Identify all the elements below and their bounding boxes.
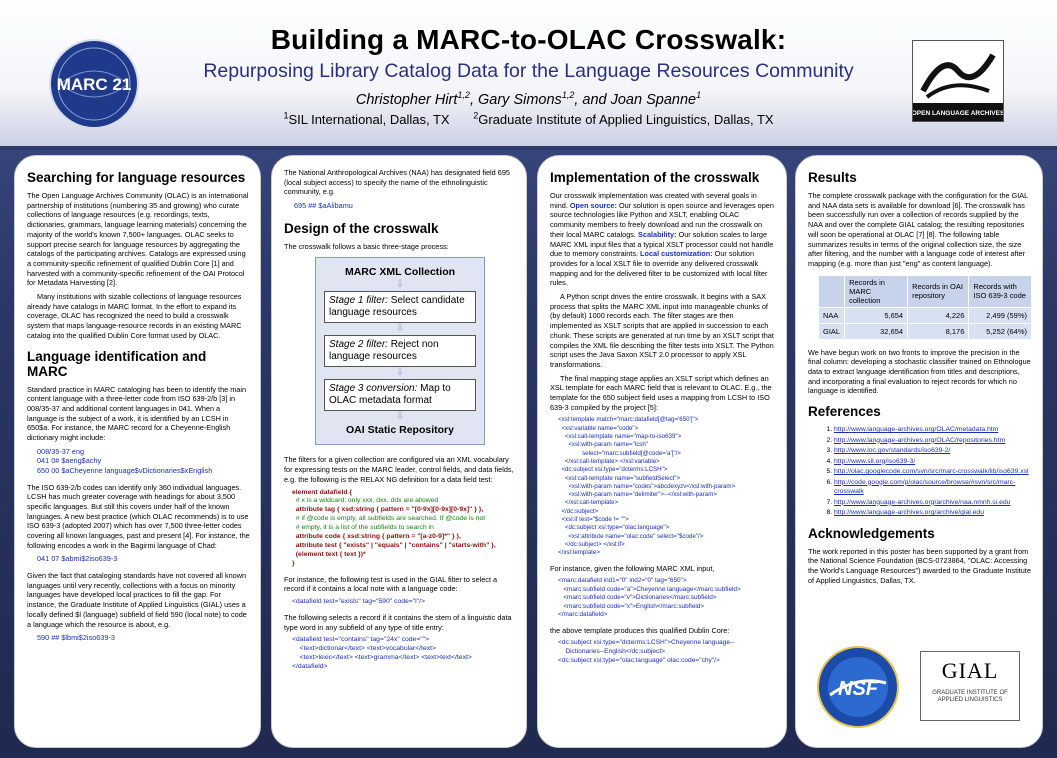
paragraph: A Python script drives the entire crosswalk. It begins with a SAX process that splits the MARC XML input into manageable chunks of (by default) 1000 records each. The filter stages are then implemented as XSLT scripts that are applied in succession to each chunk. These scripts are generated at run time by an XSLT script that compiles the XML file describing the filter tests into XSLT. The Python script uses the Java Saxon XSLT 2.0 processor to apply XSL transformations. bbox=[550, 292, 774, 369]
paragraph: The crosswalk follows a basic three-stage process: bbox=[284, 241, 449, 251]
paragraph: the above template produces this qualified Dublin Core: bbox=[550, 625, 730, 635]
flow-input: MARC XML Collection bbox=[344, 266, 456, 279]
code-line: # if @code is empty, all subfields are searched. If @code is not bbox=[292, 515, 486, 523]
panel-column-3 bbox=[537, 155, 787, 748]
marc-code-example: 008/35-37 eng 041 0# $aeng$achy 650 00 $aCheyenne language$vDictionaries$xEnglish bbox=[37, 446, 213, 475]
author-3: and Joan Spanne bbox=[582, 92, 697, 108]
paragraph: For instance, given the following MARC XML input, bbox=[550, 563, 715, 573]
flow-stage-1: Stage 1 filter: Select candidate language resources bbox=[324, 291, 476, 323]
panel-column-2 bbox=[271, 155, 527, 748]
xml-code-example: <datafield test="exists" tag="590" code="l"/> bbox=[292, 598, 425, 606]
xml-code-example: <dc:subject xsi:type="dcterms:LCSH">Cheyenne language-- Dictionaries--English</dc:subject> <dc:subject xsi:type="olac:language" olac:code="chy"/> bbox=[558, 639, 735, 664]
code-line: # empty, it is a list of the subfields to search in bbox=[292, 524, 434, 532]
paragraph: Many institutions with sizable collections of language resources already have catalogs in MARC format. In the effort to expand its coverage, OLAC has recognized the need to build a crosswalk system that maps language-resource records in an existing MARC catalog into the qualified Dublin Core format used by OLAC. bbox=[27, 292, 242, 340]
marc21-logo bbox=[48, 38, 140, 130]
crosswalk-flow-diagram bbox=[315, 257, 485, 445]
svg-text:OPEN LANGUAGE ARCHIVES: OPEN LANGUAGE ARCHIVES bbox=[913, 110, 1003, 117]
olac-logo bbox=[912, 40, 1004, 122]
marc-code-example: 695 ## $aAlibamu bbox=[294, 201, 353, 211]
reference-link[interactable]: http://olac.googlecode.com/svn/src/marc-crosswalk/lib/iso639.xsl bbox=[834, 468, 1029, 476]
affiliations bbox=[150, 112, 907, 127]
svg-text:MARC 21: MARC 21 bbox=[56, 75, 132, 94]
header-divider bbox=[0, 146, 1057, 150]
paragraph: The final mapping stage applies an XSLT script which defines an XSL template for each MARC field that is relevant to OLAC. E.g., the template for the 650 subject field uses a mapping from LCSH to ISO 639-3 compiled by the project [5]: bbox=[550, 373, 772, 412]
code-line: element datafield { bbox=[292, 488, 353, 496]
code-line: attribute test { "exists" | "equals" | "contains" | "starts-with" }, bbox=[292, 541, 496, 549]
marc-code-example: 590 ## $lbmi$2iso639-3 bbox=[37, 633, 115, 643]
paragraph: The following selects a record if it contains the stem of a linguistic data type word in any subfield of any type of title entry: bbox=[284, 612, 512, 632]
table-row: GIAL 32,654 8,176 5,252 (64%) bbox=[819, 323, 1032, 339]
code-line: attribute code { xsd:string { pattern = "[a-z0-9]*" } }, bbox=[292, 533, 462, 541]
paragraph: The Open Language Archives Community (OLAC) is an international partnership of institutions (numbering 35 and growing) who curate collections of language resources (e.g. recordings, texts, dictionaries, grammars, language learning materials) concerning the majority of the world's known 7,500+ languages. OLAC seeks to support precise search for language resources by aggregating the catalogs of the participating archives. Catalogs are expressed using a community-specific refinement of qualified Dublin Core [1] and harvested with a community-specific refinement of the OAI Protocol for Metadata Harvesting [2]. bbox=[27, 191, 249, 288]
reference-item bbox=[834, 446, 1032, 456]
nsf-logo bbox=[816, 645, 900, 729]
table-row: NAA 5,654 4,226 2,499 (59%) bbox=[819, 307, 1032, 323]
code-line: (element text { text })* bbox=[292, 550, 366, 558]
flow-output: OAI Static Repository bbox=[346, 424, 454, 437]
reference-item bbox=[834, 508, 1032, 518]
flow-stage-3: Stage 3 conversion: Map to OLAC metadata format bbox=[324, 379, 476, 411]
results-table bbox=[818, 275, 1032, 340]
reference-link[interactable]: http://code.google.com/p/olac/source/browse/#svn/src/marc-crosswalk bbox=[834, 478, 1016, 496]
heading-results: Results bbox=[808, 170, 857, 185]
flow-stage-2: Stage 2 filter: Reject non language resources bbox=[324, 335, 476, 367]
paragraph: Given the fact that cataloging standards have not covered all known languages until very recently, collections with a focus on minority languages have developed local practices to fill the gap. For instance, the Graduate Institute of Applied Linguistics (GIAL) uses a locally defined $l (language) subfield of field 590 (local note) to code a language which the resource is about, e.g. bbox=[27, 571, 247, 629]
author-1: Christopher Hirt bbox=[355, 92, 458, 108]
reference-link[interactable]: http://www.loc.gov/standards/iso639-2/ bbox=[834, 447, 951, 455]
svg-text:NSF: NSF bbox=[838, 678, 878, 700]
reference-item bbox=[834, 478, 1032, 497]
heading-references: References bbox=[808, 404, 881, 420]
table-header-row: Records in MARC collection Records in OAI repository Records with ISO 639-3 code bbox=[819, 275, 1032, 307]
code-line: # x is a wildcard; only xxx, dxx, ddx are allowed bbox=[292, 497, 439, 505]
poster-subtitle: Repurposing Library Catalog Data for the Language Resources Community bbox=[203, 60, 854, 82]
heading-implementation: Implementation of the crosswalk bbox=[550, 170, 760, 185]
xml-code-example: <datafield test="contains" tag="24x" code=""> <text>dictionar</text> <text>vocabular</text> <text>lexic</text> <text>gramma</text> <text>text</text> </datafield> bbox=[292, 636, 472, 671]
poster-header bbox=[0, 0, 1057, 150]
author-2: Gary Simons bbox=[478, 92, 562, 108]
reference-item bbox=[834, 457, 1032, 467]
paragraph: Our crosswalk implementation was created with several goals in mind. Open source: Our solution is open source and leverages open source technologies like Python and XSLT, enabling OLAC community members to freely download and run the crosswalk on their local MARC catalogs. Scalability: Our solution scales to large MARC XML input files that a typical XSLT processor could not handle due to memory constraints. Local customization: Our solution provides for a local XSLT file to override any delivered crosswalk mapping and for the delivered filter to be customized with local filter rules. bbox=[550, 191, 774, 288]
reference-link[interactable]: http://www.sil.org/iso639-3/ bbox=[834, 457, 916, 465]
xslt-code-example: <xsl:template match="marc:datafield[@tag='650']"> <xsl:variable name="code"> <xsl:call-template name="map-to-iso639"> <xsl:with-param name="lcsh" select="marc:subfield[@code='a']"/> </xsl:call-template> </xsl:variable> <dc:subject xsi:type="dcterms:LCSH"> <xsl:call-template name="subfieldSelect"> <xsl:with-param name="codes">abcdexyzv</xsl:with-param> <xsl:with-param name="delimiter">--</xsl:with-param> </xsl:call-template> </dc:subject> <xsl:if test="$code != ''"> <dc:subject xsi:type="olac:language"> <xsl:attribute name="olac:code" select="$code"/> </dc:subject> </xsl:if> </xsl:template> bbox=[558, 416, 736, 557]
xml-code-example: <marc:datafield ind1="0" ind2="0" tag="650"> <marc:subfield code="a">Cheyenne language</marc:subfield> <marc:subfield code="v">Dictionaries</marc:subfield> <marc:subfield code="x">English</marc:subfield> </marc:datafield> bbox=[558, 577, 741, 619]
panel-column-1 bbox=[14, 155, 261, 748]
down-arrow-icon: ⇩ bbox=[395, 411, 405, 423]
heading-acknowledgements: Acknowledgements bbox=[808, 525, 935, 541]
reference-item bbox=[834, 467, 1032, 477]
affiliation-2: $^2$Graduate Institute of Applied Linguistics, Dallas, TX bbox=[473, 110, 774, 127]
reference-link[interactable]: http://www.language-archives.org/OLAC/repositories.htm bbox=[834, 436, 1006, 444]
paragraph: We have begun work on two fronts to improve the precision in the final column: developing a stochastic classifier trained on Ethnologue data to extract language identification from titles and descriptions, and incorporating a final evaluation to reject records for which no language is identified. bbox=[808, 347, 1031, 396]
down-arrow-icon: ⇩ bbox=[395, 323, 405, 335]
down-arrow-icon: ⇩ bbox=[395, 367, 405, 379]
reference-item bbox=[834, 425, 1032, 435]
heading-design: Design of the crosswalk bbox=[284, 220, 439, 236]
heading-searching: Searching for language resources bbox=[27, 170, 246, 185]
gial-logo: GIAL GRADUATE INSTITUTE OF APPLIED LINGUISTICS bbox=[920, 651, 1020, 721]
paragraph: The work reported in this poster has been supported by a grant from the National Science Foundation (BCS-0723864, "OLAC: Accessing the World's Language Resources") awarded to the Graduate Institute of Applied Linguistics, Dallas, TX. bbox=[808, 546, 1031, 585]
reference-list bbox=[822, 425, 1032, 518]
marc-code-example: 041 07 $abmi$2iso639-3 bbox=[37, 554, 118, 564]
poster-title: Building a MARC-to-OLAC Crosswalk: bbox=[270, 24, 787, 55]
paragraph: Standard practice in MARC cataloging has been to identify the main content language with a three-letter code from ISO 639-2/b [3] in 008/35-37 and additional content languages in 041. When a language is the subject of a work, it is identified by an LCSH in 650$a. For instance, the MARC record for a Cheyenne-English dictionary might include: bbox=[27, 384, 247, 443]
paragraph: For instance, the following test is used in the GIAL filter to select a record if it contains a local note with a language code: bbox=[284, 574, 498, 594]
reference-link[interactable]: http://www.language-archives.org/OLAC/metadata.htm bbox=[834, 426, 999, 434]
paragraph: The filters for a given collection are configured via an XML vocabulary for expressing tests on the MARC leader, control fields, and data fields, e.g. the following is the RELAX NG definition for a data field test: bbox=[284, 455, 514, 484]
reference-link[interactable]: http://www.language-archives.org/archive/naa.nmnh.si.edu bbox=[834, 498, 1011, 506]
code-line: } bbox=[292, 559, 295, 567]
paragraph: The ISO 639-2/b codes can identify only 360 individual languages. LCSH has much greater coverage with headings for about 3,500 specific languages. But still this covers under half of the known languages. A new best practice (which OLAC recommends) is to use ISO 639-3 (adopted 2007) which has over 7,500 three-letter codes covering all known languages, past and present [4]. For instance, the following encodes a work in the Bagirmi language of Chad: bbox=[27, 482, 250, 550]
code-line: attribute tag { xsd:string { pattern = "[0-9x][0-9x][0-9x]" } }, bbox=[292, 506, 484, 514]
author-list: Christopher Hirt$^{1,2}$, Gary Simons$^{1,2}$, and Joan Spanne$^1$ bbox=[355, 90, 702, 108]
down-arrow-icon: ⇩ bbox=[395, 279, 405, 291]
panel-column-4 bbox=[795, 155, 1043, 748]
reference-item bbox=[834, 498, 1032, 508]
affiliation-1: $^1$SIL International, Dallas, TX bbox=[283, 110, 450, 127]
relaxng-code bbox=[292, 489, 516, 569]
paragraph: The complete crosswalk package with the configuration for the GIAL and NAA data sets is available for download [6]. The crosswalk has been successfully run over a collection of records supplied by the NAA and over the complete GIAL catalog; the resulting repositories will soon be operational at OLAC [7] [8]. The following table summarizes results in terms of the original collection size, the size after filtering, and the number with a language code of interest after mapping (e.g. more than just "eng" as content language). bbox=[808, 191, 1028, 268]
paragraph: The National Anthropological Archives (NAA) has designated field 695 (local subject access) to specify the name of the ethnolinguistic community, e.g. bbox=[284, 168, 510, 197]
reference-item bbox=[834, 436, 1032, 446]
heading-language-id: Language identification and MARC bbox=[27, 348, 207, 379]
reference-link[interactable]: http://www.language-archives.org/archive/gial.edu bbox=[834, 509, 984, 517]
